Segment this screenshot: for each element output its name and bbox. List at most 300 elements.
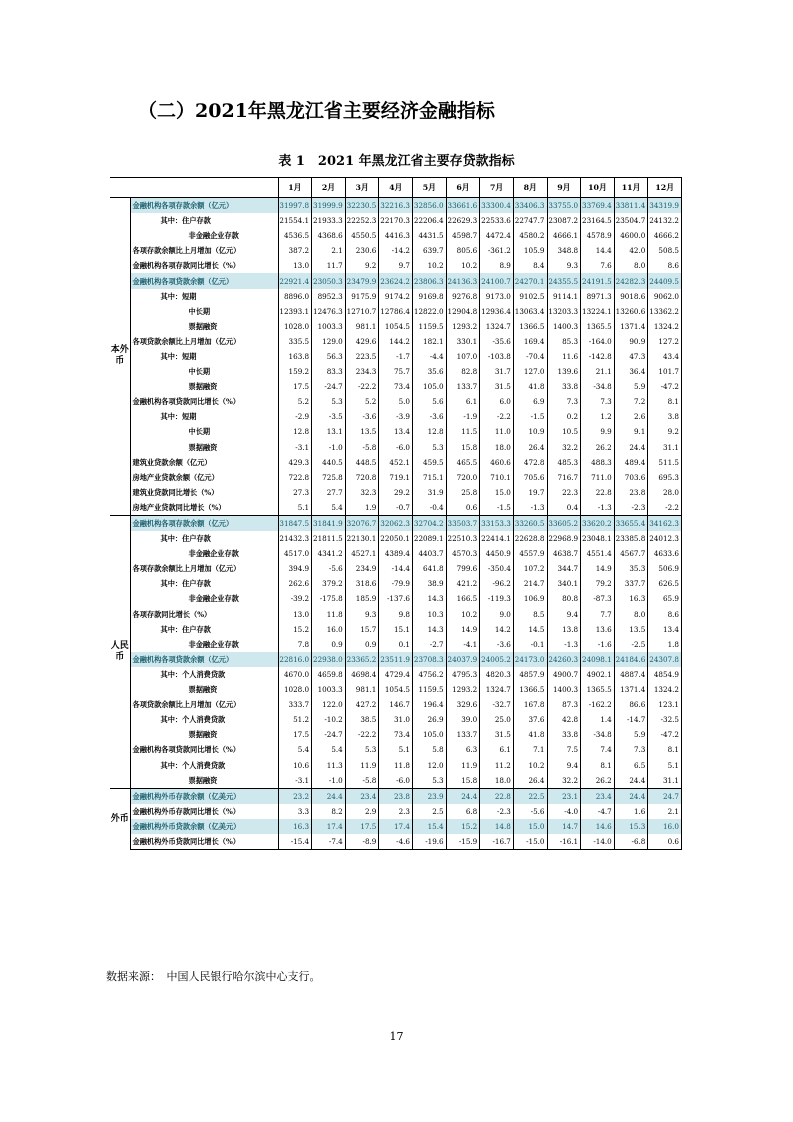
table-row bbox=[110, 697, 682, 712]
month-header: 11月 bbox=[614, 178, 648, 198]
value-cell: 23.2 bbox=[278, 788, 312, 804]
value-cell: 4900.7 bbox=[547, 667, 581, 682]
value-cell: 22089.1 bbox=[413, 531, 447, 546]
value-cell: 47.3 bbox=[614, 349, 648, 364]
row-label: 其中：短期 bbox=[130, 289, 278, 304]
value-cell: -3.1 bbox=[278, 440, 312, 455]
value-cell: 3.8 bbox=[648, 409, 682, 424]
value-cell: 1.4 bbox=[581, 712, 615, 727]
value-cell: 33811.4 bbox=[614, 198, 648, 214]
value-cell: 1054.5 bbox=[379, 319, 413, 334]
month-header: 10月 bbox=[581, 178, 615, 198]
value-cell: -4.4 bbox=[413, 349, 447, 364]
value-cell: 4578.9 bbox=[581, 228, 615, 243]
value-cell: 133.7 bbox=[446, 727, 480, 742]
table-row bbox=[110, 455, 682, 470]
value-cell: 2.9 bbox=[345, 804, 379, 819]
value-cell: -0.1 bbox=[513, 637, 547, 652]
value-cell: 31.0 bbox=[379, 712, 413, 727]
value-cell: 26.2 bbox=[581, 773, 615, 789]
value-cell: 56.3 bbox=[312, 349, 346, 364]
value-cell: 24012.3 bbox=[648, 531, 682, 546]
value-cell: -87.3 bbox=[581, 591, 615, 606]
value-cell: 24005.2 bbox=[480, 652, 514, 667]
value-cell: 14.9 bbox=[446, 622, 480, 637]
row-label: 票据融资 bbox=[130, 682, 278, 697]
value-cell: 106.9 bbox=[513, 591, 547, 606]
row-label: 非金融企业存款 bbox=[130, 637, 278, 652]
value-cell: -1.0 bbox=[312, 440, 346, 455]
value-cell: -79.9 bbox=[379, 576, 413, 591]
value-cell: 1293.2 bbox=[446, 682, 480, 697]
row-label: 非金融企业存款 bbox=[130, 546, 278, 561]
value-cell: 722.8 bbox=[278, 470, 312, 485]
value-cell: 22510.3 bbox=[446, 531, 480, 546]
value-cell: 83.3 bbox=[312, 364, 346, 379]
value-cell: -2.9 bbox=[278, 409, 312, 424]
value-cell: 13362.2 bbox=[648, 304, 682, 319]
value-cell: 13260.6 bbox=[614, 304, 648, 319]
row-label: 金融机构各项存款余额（亿元） bbox=[130, 198, 278, 214]
value-cell: -5.6 bbox=[312, 561, 346, 576]
value-cell: -350.4 bbox=[480, 561, 514, 576]
table-row bbox=[110, 682, 682, 697]
value-cell: 4570.3 bbox=[446, 546, 480, 561]
table-row bbox=[110, 243, 682, 258]
value-cell: 15.8 bbox=[446, 773, 480, 789]
value-cell: -70.4 bbox=[513, 349, 547, 364]
value-cell: 4887.4 bbox=[614, 667, 648, 682]
value-cell: 8.1 bbox=[648, 394, 682, 409]
value-cell: 33661.6 bbox=[446, 198, 480, 214]
value-cell: 65.9 bbox=[648, 591, 682, 606]
value-cell: 8896.0 bbox=[278, 289, 312, 304]
value-cell: 5.2 bbox=[278, 394, 312, 409]
value-cell: 4902.1 bbox=[581, 667, 615, 682]
value-cell: 9.4 bbox=[547, 757, 581, 772]
row-label: 其中：住户存款 bbox=[130, 213, 278, 228]
value-cell: 234.9 bbox=[345, 561, 379, 576]
value-cell: 31841.9 bbox=[312, 515, 346, 531]
value-cell: 5.2 bbox=[345, 394, 379, 409]
value-cell: 73.4 bbox=[379, 727, 413, 742]
value-cell: 22050.1 bbox=[379, 531, 413, 546]
value-cell: 387.2 bbox=[278, 243, 312, 258]
value-cell: 12476.3 bbox=[312, 304, 346, 319]
table-row bbox=[110, 470, 682, 485]
value-cell: -32.5 bbox=[648, 712, 682, 727]
value-cell: 805.6 bbox=[446, 243, 480, 258]
row-label: 其中：住户存款 bbox=[130, 531, 278, 546]
value-cell: 13203.3 bbox=[547, 304, 581, 319]
value-cell: 31.1 bbox=[648, 773, 682, 789]
value-cell: 4820.3 bbox=[480, 667, 514, 682]
value-cell: 32.2 bbox=[547, 440, 581, 455]
value-cell: 11.2 bbox=[480, 757, 514, 772]
value-cell: 12936.4 bbox=[480, 304, 514, 319]
value-cell: 24.4 bbox=[312, 788, 346, 804]
value-cell: 4368.6 bbox=[312, 228, 346, 243]
table-row bbox=[110, 258, 682, 273]
value-cell: 719.1 bbox=[379, 470, 413, 485]
value-cell: 13.8 bbox=[547, 622, 581, 637]
value-cell: 4598.7 bbox=[446, 228, 480, 243]
value-cell: 1324.7 bbox=[480, 319, 514, 334]
month-header: 4月 bbox=[379, 178, 413, 198]
value-cell: 15.1 bbox=[379, 622, 413, 637]
row-label: 各项存款余额比上月增加（亿元） bbox=[130, 561, 278, 576]
value-cell: -103.8 bbox=[480, 349, 514, 364]
value-cell: 472.8 bbox=[513, 455, 547, 470]
value-cell: 639.7 bbox=[413, 243, 447, 258]
value-cell: 31.1 bbox=[648, 440, 682, 455]
row-label: 建筑业贷款同比增长（%） bbox=[130, 485, 278, 500]
value-cell: 33503.7 bbox=[446, 515, 480, 531]
value-cell: 4517.0 bbox=[278, 546, 312, 561]
row-label: 各项贷款余额比上月增加（亿元） bbox=[130, 697, 278, 712]
value-cell: 14.3 bbox=[413, 622, 447, 637]
value-cell: 21554.1 bbox=[278, 213, 312, 228]
value-cell: 4666.1 bbox=[547, 228, 581, 243]
value-cell: -137.6 bbox=[379, 591, 413, 606]
value-cell: -5.8 bbox=[345, 440, 379, 455]
value-cell: 22.5 bbox=[513, 788, 547, 804]
value-cell: -164.0 bbox=[581, 334, 615, 349]
row-label: 金融机构外币存款同比增长（%） bbox=[130, 804, 278, 819]
value-cell: 24136.3 bbox=[446, 273, 480, 288]
value-cell: 80.8 bbox=[547, 591, 581, 606]
row-label: 中长期 bbox=[130, 364, 278, 379]
row-label: 金融机构外币存款余额（亿美元） bbox=[130, 788, 278, 804]
value-cell: 641.8 bbox=[413, 561, 447, 576]
value-cell: 5.6 bbox=[413, 394, 447, 409]
value-cell: 17.5 bbox=[278, 727, 312, 742]
value-cell: 1054.5 bbox=[379, 682, 413, 697]
value-cell: 32062.3 bbox=[379, 515, 413, 531]
value-cell: -175.8 bbox=[312, 591, 346, 606]
value-cell: -3.9 bbox=[379, 409, 413, 424]
value-cell: 38.9 bbox=[413, 576, 447, 591]
value-cell: 6.8 bbox=[446, 804, 480, 819]
value-cell: 440.5 bbox=[312, 455, 346, 470]
value-cell: 5.1 bbox=[379, 742, 413, 757]
value-cell: 4670.0 bbox=[278, 667, 312, 682]
value-cell: 24184.6 bbox=[614, 652, 648, 667]
value-cell: 42.0 bbox=[614, 243, 648, 258]
value-cell: 12786.4 bbox=[379, 304, 413, 319]
value-cell: 11.5 bbox=[446, 424, 480, 439]
value-cell: 7.3 bbox=[614, 742, 648, 757]
value-cell: 5.4 bbox=[312, 500, 346, 516]
value-cell: -2.5 bbox=[614, 637, 648, 652]
value-cell: 107.2 bbox=[513, 561, 547, 576]
row-label: 金融机构外币贷款余额（亿美元） bbox=[130, 819, 278, 834]
table-row bbox=[110, 531, 682, 546]
value-cell: 23.9 bbox=[413, 788, 447, 804]
value-cell: 23.4 bbox=[345, 788, 379, 804]
value-cell: 4527.1 bbox=[345, 546, 379, 561]
value-cell: 127.0 bbox=[513, 364, 547, 379]
value-cell: 330.1 bbox=[446, 334, 480, 349]
value-cell: 24.4 bbox=[446, 788, 480, 804]
table-row bbox=[110, 712, 682, 727]
value-cell: 22938.0 bbox=[312, 652, 346, 667]
value-cell: 214.7 bbox=[513, 576, 547, 591]
value-cell: 465.5 bbox=[446, 455, 480, 470]
value-cell: 26.4 bbox=[513, 773, 547, 789]
value-cell: 12822.0 bbox=[413, 304, 447, 319]
value-cell: 5.0 bbox=[379, 394, 413, 409]
value-cell: 18.0 bbox=[480, 773, 514, 789]
table-row bbox=[110, 394, 682, 409]
value-cell: 16.3 bbox=[278, 819, 312, 834]
value-cell: 7.8 bbox=[278, 637, 312, 652]
value-cell: 10.5 bbox=[547, 424, 581, 439]
value-cell: -1.3 bbox=[547, 637, 581, 652]
value-cell: -1.5 bbox=[480, 500, 514, 516]
value-cell: 705.6 bbox=[513, 470, 547, 485]
month-header: 1月 bbox=[278, 178, 312, 198]
value-cell: -24.7 bbox=[312, 727, 346, 742]
value-cell: 28.0 bbox=[648, 485, 682, 500]
value-cell: 12393.1 bbox=[278, 304, 312, 319]
value-cell: 695.3 bbox=[648, 470, 682, 485]
value-cell: 234.3 bbox=[345, 364, 379, 379]
value-cell: 429.6 bbox=[345, 334, 379, 349]
value-cell: 394.9 bbox=[278, 561, 312, 576]
value-cell: 4567.7 bbox=[614, 546, 648, 561]
row-label: 中长期 bbox=[130, 304, 278, 319]
value-cell: 335.5 bbox=[278, 334, 312, 349]
value-cell: 82.8 bbox=[446, 364, 480, 379]
value-cell: 5.9 bbox=[614, 727, 648, 742]
value-cell: 13.5 bbox=[614, 622, 648, 637]
value-cell: 5.8 bbox=[413, 742, 447, 757]
table-row bbox=[110, 834, 682, 850]
value-cell: -5.6 bbox=[513, 804, 547, 819]
value-cell: -162.2 bbox=[581, 697, 615, 712]
value-cell: 17.4 bbox=[312, 819, 346, 834]
value-cell: 33406.3 bbox=[513, 198, 547, 214]
value-cell: 163.8 bbox=[278, 349, 312, 364]
value-cell: 17.4 bbox=[379, 819, 413, 834]
month-header: 8月 bbox=[513, 178, 547, 198]
value-cell: 6.9 bbox=[513, 394, 547, 409]
value-cell: 42.8 bbox=[547, 712, 581, 727]
value-cell: 4633.6 bbox=[648, 546, 682, 561]
value-cell: 166.5 bbox=[446, 591, 480, 606]
value-cell: 4666.2 bbox=[648, 228, 682, 243]
value-cell: 31.5 bbox=[480, 379, 514, 394]
page-number: 17 bbox=[389, 1030, 404, 1043]
value-cell: 32704.2 bbox=[413, 515, 447, 531]
row-label: 金融机构各项贷款同比增长（%） bbox=[130, 742, 278, 757]
value-cell: 459.5 bbox=[413, 455, 447, 470]
row-label: 金融机构各项存款余额（亿元） bbox=[130, 515, 278, 531]
value-cell: 2.3 bbox=[379, 804, 413, 819]
value-cell: -47.2 bbox=[648, 379, 682, 394]
value-cell: -5.8 bbox=[345, 773, 379, 789]
row-label: 金融机构各项贷款余额（亿元） bbox=[130, 652, 278, 667]
value-cell: 13.5 bbox=[345, 424, 379, 439]
value-cell: -96.2 bbox=[480, 576, 514, 591]
value-cell: 4857.9 bbox=[513, 667, 547, 682]
value-cell: 716.7 bbox=[547, 470, 581, 485]
value-cell: 182.1 bbox=[413, 334, 447, 349]
value-cell: -34.8 bbox=[581, 727, 615, 742]
value-cell: 9.1 bbox=[614, 424, 648, 439]
section-label: 人民币 bbox=[110, 515, 130, 788]
value-cell: 12710.7 bbox=[345, 304, 379, 319]
table-row bbox=[110, 409, 682, 424]
value-cell: 5.4 bbox=[312, 742, 346, 757]
value-cell: 123.1 bbox=[648, 697, 682, 712]
value-cell: 485.3 bbox=[547, 455, 581, 470]
row-label: 票据融资 bbox=[130, 319, 278, 334]
value-cell: 12.8 bbox=[278, 424, 312, 439]
value-cell: 22921.4 bbox=[278, 273, 312, 288]
table-header-row bbox=[110, 178, 682, 198]
value-cell: 31.7 bbox=[480, 364, 514, 379]
value-cell: 21.1 bbox=[581, 364, 615, 379]
value-cell: 85.3 bbox=[547, 334, 581, 349]
value-cell: 24.4 bbox=[614, 773, 648, 789]
value-cell: -3.1 bbox=[278, 773, 312, 789]
table-row bbox=[110, 561, 682, 576]
value-cell: -3.6 bbox=[345, 409, 379, 424]
value-cell: 703.6 bbox=[614, 470, 648, 485]
value-cell: 9.3 bbox=[345, 607, 379, 622]
value-cell: 39.0 bbox=[446, 712, 480, 727]
value-cell: 37.6 bbox=[513, 712, 547, 727]
value-cell: 43.4 bbox=[648, 349, 682, 364]
value-cell: -1.6 bbox=[581, 637, 615, 652]
value-cell: 18.0 bbox=[480, 440, 514, 455]
value-cell: -119.3 bbox=[480, 591, 514, 606]
value-cell: 1028.0 bbox=[278, 682, 312, 697]
value-cell: 318.6 bbox=[345, 576, 379, 591]
value-cell: 9.4 bbox=[547, 607, 581, 622]
value-cell: 9276.8 bbox=[446, 289, 480, 304]
row-label: 各项贷款余额比上月增加（亿元） bbox=[130, 334, 278, 349]
value-cell: 7.6 bbox=[581, 258, 615, 273]
value-cell: -361.2 bbox=[480, 243, 514, 258]
value-cell: 4698.4 bbox=[345, 667, 379, 682]
row-label: 金融机构各项贷款余额（亿元） bbox=[130, 273, 278, 288]
value-cell: 129.0 bbox=[312, 334, 346, 349]
value-cell: 29.2 bbox=[379, 485, 413, 500]
value-cell: 1324.7 bbox=[480, 682, 514, 697]
value-cell: 24173.0 bbox=[513, 652, 547, 667]
value-cell: 15.3 bbox=[614, 819, 648, 834]
value-cell: 105.9 bbox=[513, 243, 547, 258]
value-cell: 144.2 bbox=[379, 334, 413, 349]
value-cell: 4756.2 bbox=[413, 667, 447, 682]
value-cell: 1400.3 bbox=[547, 319, 581, 334]
value-cell: 1.9 bbox=[345, 500, 379, 516]
value-cell: 23.8 bbox=[379, 788, 413, 804]
value-cell: 10.6 bbox=[278, 757, 312, 772]
value-cell: 15.0 bbox=[480, 485, 514, 500]
row-label: 其中：短期 bbox=[130, 349, 278, 364]
value-cell: 26.2 bbox=[581, 440, 615, 455]
value-cell: 22968.9 bbox=[547, 531, 581, 546]
value-cell: 12904.8 bbox=[446, 304, 480, 319]
value-cell: 9174.2 bbox=[379, 289, 413, 304]
value-cell: -0.4 bbox=[413, 500, 447, 516]
value-cell: 0.9 bbox=[345, 637, 379, 652]
value-cell: 17.5 bbox=[278, 379, 312, 394]
value-cell: 0.9 bbox=[312, 637, 346, 652]
value-cell: 5.3 bbox=[345, 742, 379, 757]
value-cell: 9169.8 bbox=[413, 289, 447, 304]
value-cell: -2.2 bbox=[480, 409, 514, 424]
value-cell: 21432.3 bbox=[278, 531, 312, 546]
value-cell: 9.3 bbox=[547, 258, 581, 273]
value-cell: 24.4 bbox=[614, 788, 648, 804]
value-cell: 22130.1 bbox=[345, 531, 379, 546]
value-cell: 13.0 bbox=[278, 607, 312, 622]
value-cell: -4.7 bbox=[581, 804, 615, 819]
value-cell: 13.4 bbox=[379, 424, 413, 439]
row-label: 金融机构外币贷款同比增长（%） bbox=[130, 834, 278, 850]
value-cell: 9173.0 bbox=[480, 289, 514, 304]
value-cell: 1365.5 bbox=[581, 682, 615, 697]
table-row bbox=[110, 379, 682, 394]
value-cell: 23.1 bbox=[547, 788, 581, 804]
value-cell: -14.0 bbox=[581, 834, 615, 850]
value-cell: 9.8 bbox=[379, 607, 413, 622]
loan-deposit-table bbox=[110, 177, 682, 850]
value-cell: 489.4 bbox=[614, 455, 648, 470]
table-row bbox=[110, 727, 682, 742]
value-cell: 5.3 bbox=[312, 394, 346, 409]
value-cell: 0.4 bbox=[547, 500, 581, 516]
value-cell: 167.8 bbox=[513, 697, 547, 712]
value-cell: 16.0 bbox=[648, 819, 682, 834]
value-cell: 105.0 bbox=[413, 727, 447, 742]
value-cell: 379.2 bbox=[312, 576, 346, 591]
value-cell: 452.1 bbox=[379, 455, 413, 470]
value-cell: 22206.4 bbox=[413, 213, 447, 228]
value-cell: 230.6 bbox=[345, 243, 379, 258]
value-cell: 10.3 bbox=[413, 607, 447, 622]
value-cell: -32.7 bbox=[480, 697, 514, 712]
value-cell: 23479.9 bbox=[345, 273, 379, 288]
value-cell: 10.2 bbox=[446, 258, 480, 273]
value-cell: 1371.4 bbox=[614, 319, 648, 334]
value-cell: 981.1 bbox=[345, 319, 379, 334]
value-cell: 0.6 bbox=[648, 834, 682, 850]
row-label: 中长期 bbox=[130, 424, 278, 439]
value-cell: -1.5 bbox=[513, 409, 547, 424]
value-cell: 8971.3 bbox=[581, 289, 615, 304]
value-cell: 9.0 bbox=[480, 607, 514, 622]
row-label: 金融机构各项贷款同比增长（%） bbox=[130, 394, 278, 409]
table-row bbox=[110, 788, 682, 804]
value-cell: 626.5 bbox=[648, 576, 682, 591]
value-cell: 2.1 bbox=[312, 243, 346, 258]
value-cell: 33260.5 bbox=[513, 515, 547, 531]
value-cell: 22414.1 bbox=[480, 531, 514, 546]
value-cell: 107.0 bbox=[446, 349, 480, 364]
value-cell: -4.6 bbox=[379, 834, 413, 850]
value-cell: -39.2 bbox=[278, 591, 312, 606]
value-cell: 4600.0 bbox=[614, 228, 648, 243]
section-label: 本外币 bbox=[110, 198, 130, 516]
value-cell: 23048.1 bbox=[581, 531, 615, 546]
table-row bbox=[110, 273, 682, 288]
